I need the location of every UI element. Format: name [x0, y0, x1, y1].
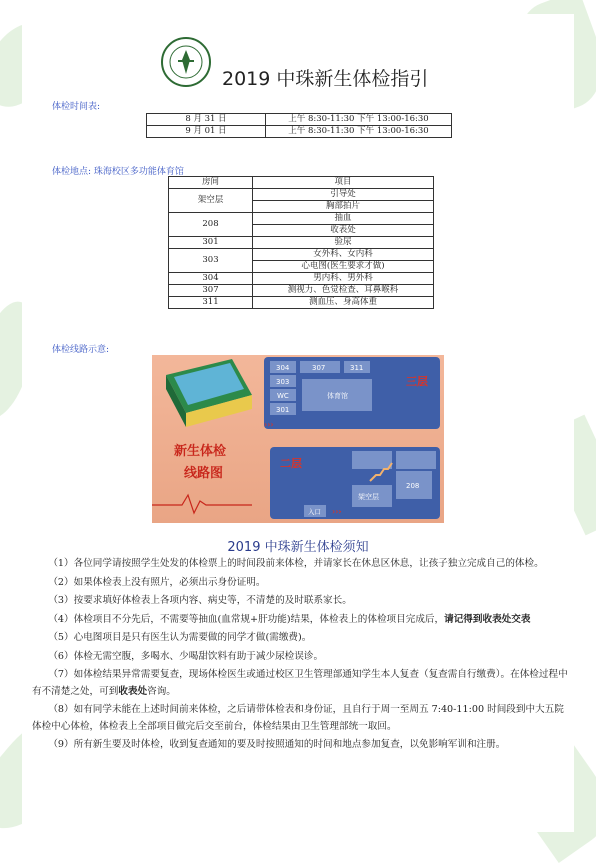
item-cell: 收表处 [253, 225, 434, 237]
schedule-table [146, 113, 452, 138]
room-ground: 架空层 [358, 493, 379, 501]
notice-item: （1）各位同学请按照学生处发的体检票上的时间段前来体检，并请家长在休息区休息，让孩子独立完成自己的体检。 [48, 558, 544, 569]
room-304: 304 [276, 364, 290, 372]
room-cell: 303 [169, 249, 253, 273]
item-cell: 验尿 [253, 237, 434, 249]
map-title-line1: 新生体检 [174, 444, 227, 459]
rooms-table [168, 176, 434, 309]
university-logo [160, 36, 212, 88]
table-header-row [169, 177, 434, 189]
routing-label: 体检线路示意: [52, 345, 110, 355]
notice-item: （8）如有同学未能在上述时间前来体检，之后请带体检表和身份证，且自行于周一至周五 7:40-11:00 时间段到中大五院体检中心体检，体检表上全部项目做完后交至前台，体检结果由卫生管理部统一取回。 [32, 704, 564, 732]
item-cell: 测视力、色觉检查、耳鼻喉科 [253, 285, 434, 297]
item-cell: 测血压、身高体重 [253, 297, 434, 309]
route-arrows: ››› [264, 420, 274, 429]
room-301: 301 [276, 406, 290, 414]
schedule-time: 上午 8:30-11:30 下午 13:00-16:30 [266, 126, 452, 138]
item-cell: 抽血 [253, 213, 434, 225]
routing-map [152, 355, 444, 523]
room-307: 307 [312, 364, 326, 372]
item-cell: 女外科、女内科 [253, 249, 434, 261]
table-row [169, 249, 434, 261]
table-row [169, 213, 434, 225]
map-title-line2: 线路图 [184, 466, 224, 481]
notice-title: 2019 中珠新生体检须知 [227, 540, 369, 555]
table-row [169, 237, 434, 249]
schedule-time: 上午 8:30-11:30 下午 13:00-16:30 [266, 114, 452, 126]
floor2-label: 二层 [280, 457, 302, 470]
room-cell: 307 [169, 285, 253, 297]
room-311: 311 [350, 364, 364, 372]
page-title: 2019 中珠新生体检指引 [222, 68, 429, 90]
notice-item: （6）体检无需空腹，多喝水、少喝甜饮料有助于减少尿检误诊。 [48, 650, 324, 662]
notice-item: （2）如果体检表上没有照片，必须出示身份证明。 [48, 576, 266, 588]
route-arrows: ››› [332, 507, 342, 516]
table-row [169, 285, 434, 297]
notice-item: （9）所有新生要及时体检，收到复查通知的要及时按照通知的时间和地点参加复查，以免影响军训和注册。 [48, 739, 506, 750]
schedule-label: 体检时间表: [52, 102, 101, 112]
item-cell: 男内科、男外科 [253, 273, 434, 285]
notice-item: （7）如体检结果异常需要复查，现场体检医生或通过校区卫生管理部通知学生本人复查（复查需自行缴费）。在体检过程中有不清楚之处，可到收表处咨询。 [32, 669, 568, 697]
item-cell: 胸部拍片 [253, 201, 434, 213]
room-303: 303 [276, 378, 290, 386]
room-wc: WC [277, 392, 289, 400]
room-cell: 架空层 [169, 189, 253, 213]
notice-item: （4）体检项目不分先后，不需要等抽血(血常规+肝功能)结果，体检表上的体检项目完成后，请记得到收表处交表 [48, 613, 531, 625]
room-cell: 301 [169, 237, 253, 249]
floor3-label: 三层 [406, 375, 428, 388]
location-label: 体检地点: 珠海校区多功能体育馆 [52, 167, 184, 177]
table-row [147, 114, 452, 126]
room-cell: 304 [169, 273, 253, 285]
column-header-room: 房间 [169, 177, 253, 189]
table-row [169, 189, 434, 201]
table-row [169, 273, 434, 285]
room-208: 208 [406, 482, 420, 490]
item-cell: 心电图(医生要求才做) [253, 261, 434, 273]
room-cell: 208 [169, 213, 253, 237]
table-row [147, 126, 452, 138]
gym-label: 体育馆 [327, 392, 348, 400]
column-header-item: 项目 [253, 177, 434, 189]
schedule-date: 9 月 01 日 [147, 126, 266, 138]
table-row [169, 297, 434, 309]
entrance-label: 入口 [308, 508, 321, 516]
item-cell: 引导处 [253, 189, 434, 201]
notice-item: （3）按要求填好体检表上各项内容、病史等，不清楚的及时联系家长。 [48, 595, 352, 606]
notice-item: （5）心电图项目是只有医生认为需要做的同学才做(需缴费)。 [48, 632, 312, 643]
room-cell: 311 [169, 297, 253, 309]
schedule-date: 8 月 31 日 [147, 114, 266, 126]
notice-list [32, 556, 572, 756]
